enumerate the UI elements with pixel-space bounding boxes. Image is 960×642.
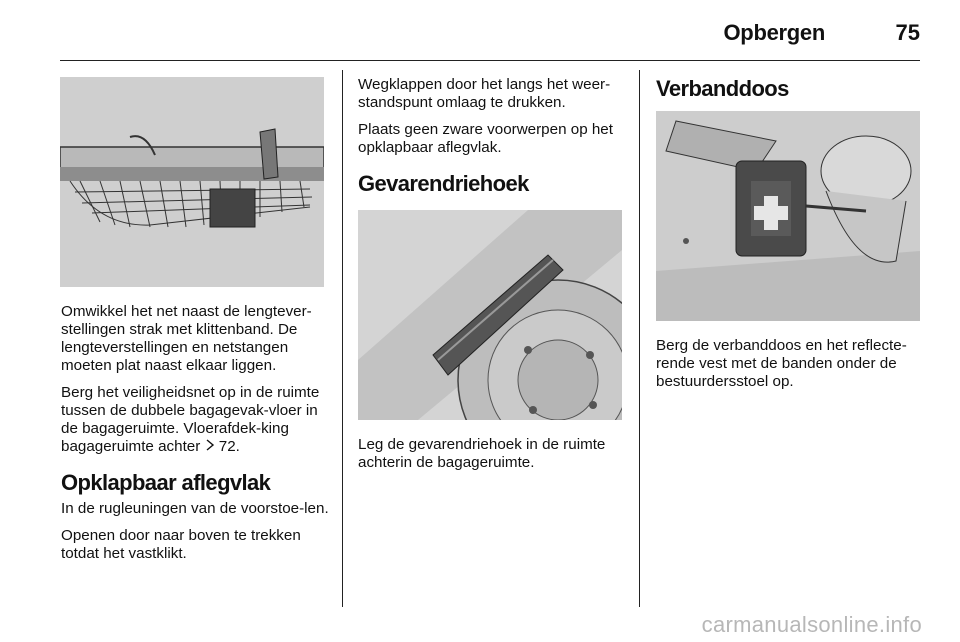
warning-triangle-illustration	[358, 210, 622, 420]
section-heading: Verbanddoos	[656, 76, 789, 101]
paragraph: In de rugleuningen van de voorstoe-len.	[61, 500, 329, 517]
watermark: carmanualsonline.info	[701, 612, 922, 637]
column-3-text	[656, 337, 924, 400]
column-1-text	[61, 303, 329, 572]
section-heading: Gevarendriehoek	[358, 171, 529, 196]
column-divider-2	[639, 70, 640, 607]
paragraph: Berg het veiligheidsnet op in de ruimte tussen de dubbele bagagevak-vloer in de bagageruimte. Vloerafdek-king bagageruimte achter 72.	[61, 384, 320, 455]
paragraph: Berg de verbanddoos en het reflecte-rende vest met de banden onder de bestuurdersstoel op.	[656, 337, 907, 390]
page-reference-link[interactable]: 72.	[218, 438, 240, 455]
safety-net-illustration	[60, 77, 324, 287]
column-3-heading-block	[656, 76, 924, 102]
first-aid-kit-illustration	[656, 111, 920, 321]
paragraph: Wegklappen door het langs het weer-standspunt omlaag te drukken.	[358, 76, 611, 111]
paragraph: Openen door naar boven te trekken totdat het vastklikt.	[61, 527, 301, 562]
header-rule	[60, 60, 920, 61]
paragraph: Leg de gevarendriehoek in de ruimte achterin de bagageruimte.	[358, 436, 606, 471]
column-2-text-top	[358, 76, 626, 197]
paragraph: Plaats geen zware voorwerpen op het opklapbaar aflegvlak.	[358, 121, 613, 156]
section-heading: Opklapbaar aflegvlak	[61, 470, 271, 495]
page-reference-arrow-icon[interactable]	[205, 438, 215, 456]
page-section-title: Opbergen	[723, 20, 825, 45]
page-number: 75	[895, 20, 920, 45]
paragraph: Omwikkel het net naast de lengtever-stellingen strak met klittenband. De lengteverstellingen en netstangen moeten plat naast elkaar liggen.	[61, 303, 312, 374]
column-2-text-bottom	[358, 436, 626, 481]
column-divider-1	[342, 70, 343, 607]
